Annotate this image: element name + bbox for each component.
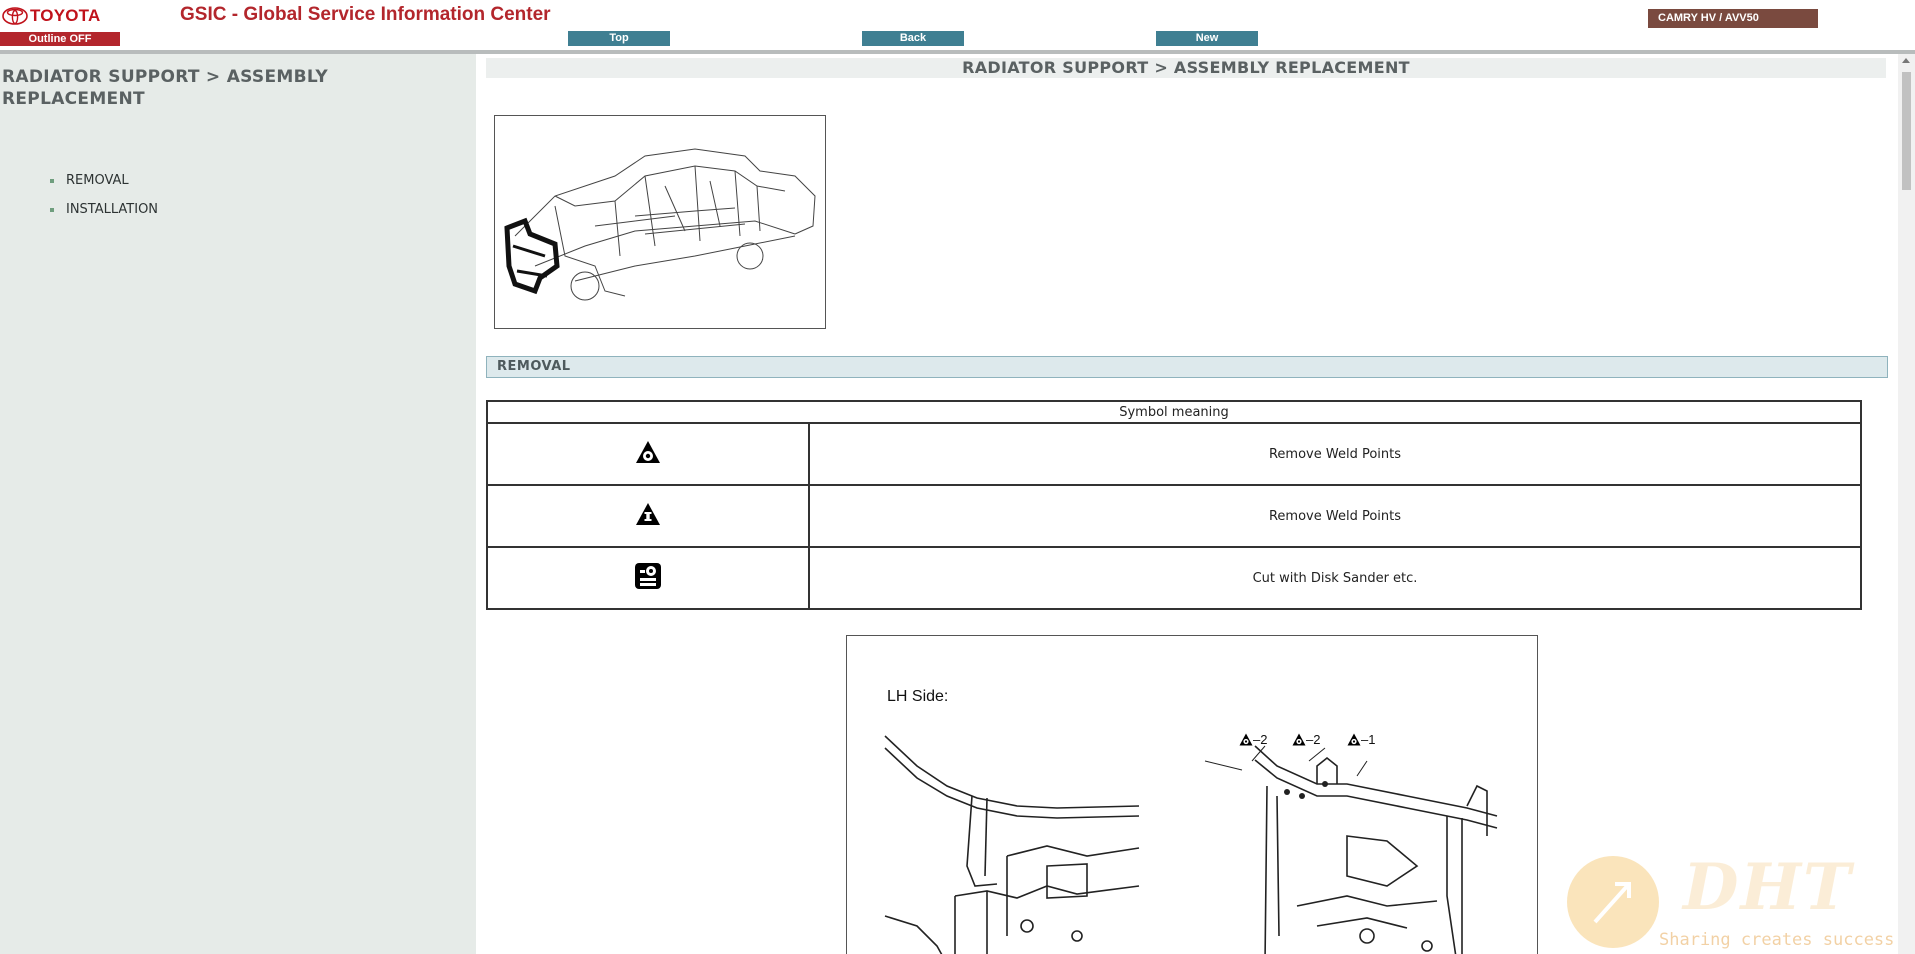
main-content xyxy=(476,54,1898,954)
symbol-cell xyxy=(487,485,809,547)
car-body-line-art xyxy=(495,116,825,328)
table-row xyxy=(487,423,1861,485)
vertical-scrollbar[interactable] xyxy=(1898,54,1915,954)
table-header-row xyxy=(487,401,1861,423)
bullet-icon xyxy=(50,179,54,183)
page-title: RADIATOR SUPPORT > ASSEMBLY REPLACEMENT xyxy=(486,58,1886,78)
top-button[interactable]: Top xyxy=(568,31,670,46)
watermark-letters: DHT xyxy=(1683,850,1853,925)
table-row xyxy=(487,485,1861,547)
watermark xyxy=(1565,850,1915,954)
scroll-up-arrow-icon[interactable] xyxy=(1902,58,1910,63)
toyota-emblem-icon xyxy=(2,7,28,25)
disk-sander-icon xyxy=(634,562,662,590)
symbol-meaning-text: Remove Weld Points xyxy=(809,423,1861,485)
spot-weld-triangle-icon xyxy=(635,440,661,464)
table-header-cell: Symbol meaning xyxy=(487,401,1861,423)
sidebar xyxy=(0,54,476,954)
watermark-circle-logo xyxy=(1567,856,1659,948)
symbol-meaning-table xyxy=(486,400,1862,610)
watermark-tagline: Sharing creates success xyxy=(1659,930,1895,950)
toyota-logo xyxy=(2,5,100,27)
header xyxy=(0,0,1915,54)
symbol-meaning-text: Remove Weld Points xyxy=(809,485,1861,547)
diagram-side-label: LH Side: xyxy=(887,688,949,705)
sidebar-item-removal[interactable] xyxy=(50,173,158,202)
sidebar-item-label: INSTALLATION xyxy=(66,202,159,217)
outline-toggle-button[interactable]: Outline OFF xyxy=(0,32,120,46)
radiator-support-line-art xyxy=(847,636,1537,954)
weld-tag-count: –1 xyxy=(1361,732,1376,747)
arc-weld-triangle-icon xyxy=(635,502,661,526)
sidebar-outline-list xyxy=(50,173,158,231)
new-button[interactable]: New xyxy=(1156,31,1258,46)
sidebar-item-installation[interactable] xyxy=(50,202,158,231)
scroll-thumb[interactable] xyxy=(1902,72,1911,190)
section-header-removal: REMOVAL xyxy=(486,356,1888,378)
model-badge: CAMRY HV / AVV50 xyxy=(1648,9,1818,28)
symbol-cell xyxy=(487,423,809,485)
sidebar-item-label: REMOVAL xyxy=(66,173,129,188)
brand-name: TOYOTA xyxy=(30,6,101,25)
symbol-cell xyxy=(487,547,809,609)
table-row xyxy=(487,547,1861,609)
back-button[interactable]: Back xyxy=(862,31,964,46)
car-body-overview-illustration xyxy=(494,115,826,329)
removal-diagram xyxy=(846,635,1538,954)
weld-tag-count: –2 xyxy=(1306,732,1321,747)
app-title: GSIC - Global Service Information Center xyxy=(180,4,551,25)
weld-tag-count: –2 xyxy=(1253,732,1268,747)
bullet-icon xyxy=(50,208,54,212)
arrow-up-right-icon xyxy=(1567,856,1659,948)
sidebar-title: RADIATOR SUPPORT > ASSEMBLY REPLACEMENT xyxy=(2,67,328,109)
symbol-meaning-text: Cut with Disk Sander etc. xyxy=(809,547,1861,609)
